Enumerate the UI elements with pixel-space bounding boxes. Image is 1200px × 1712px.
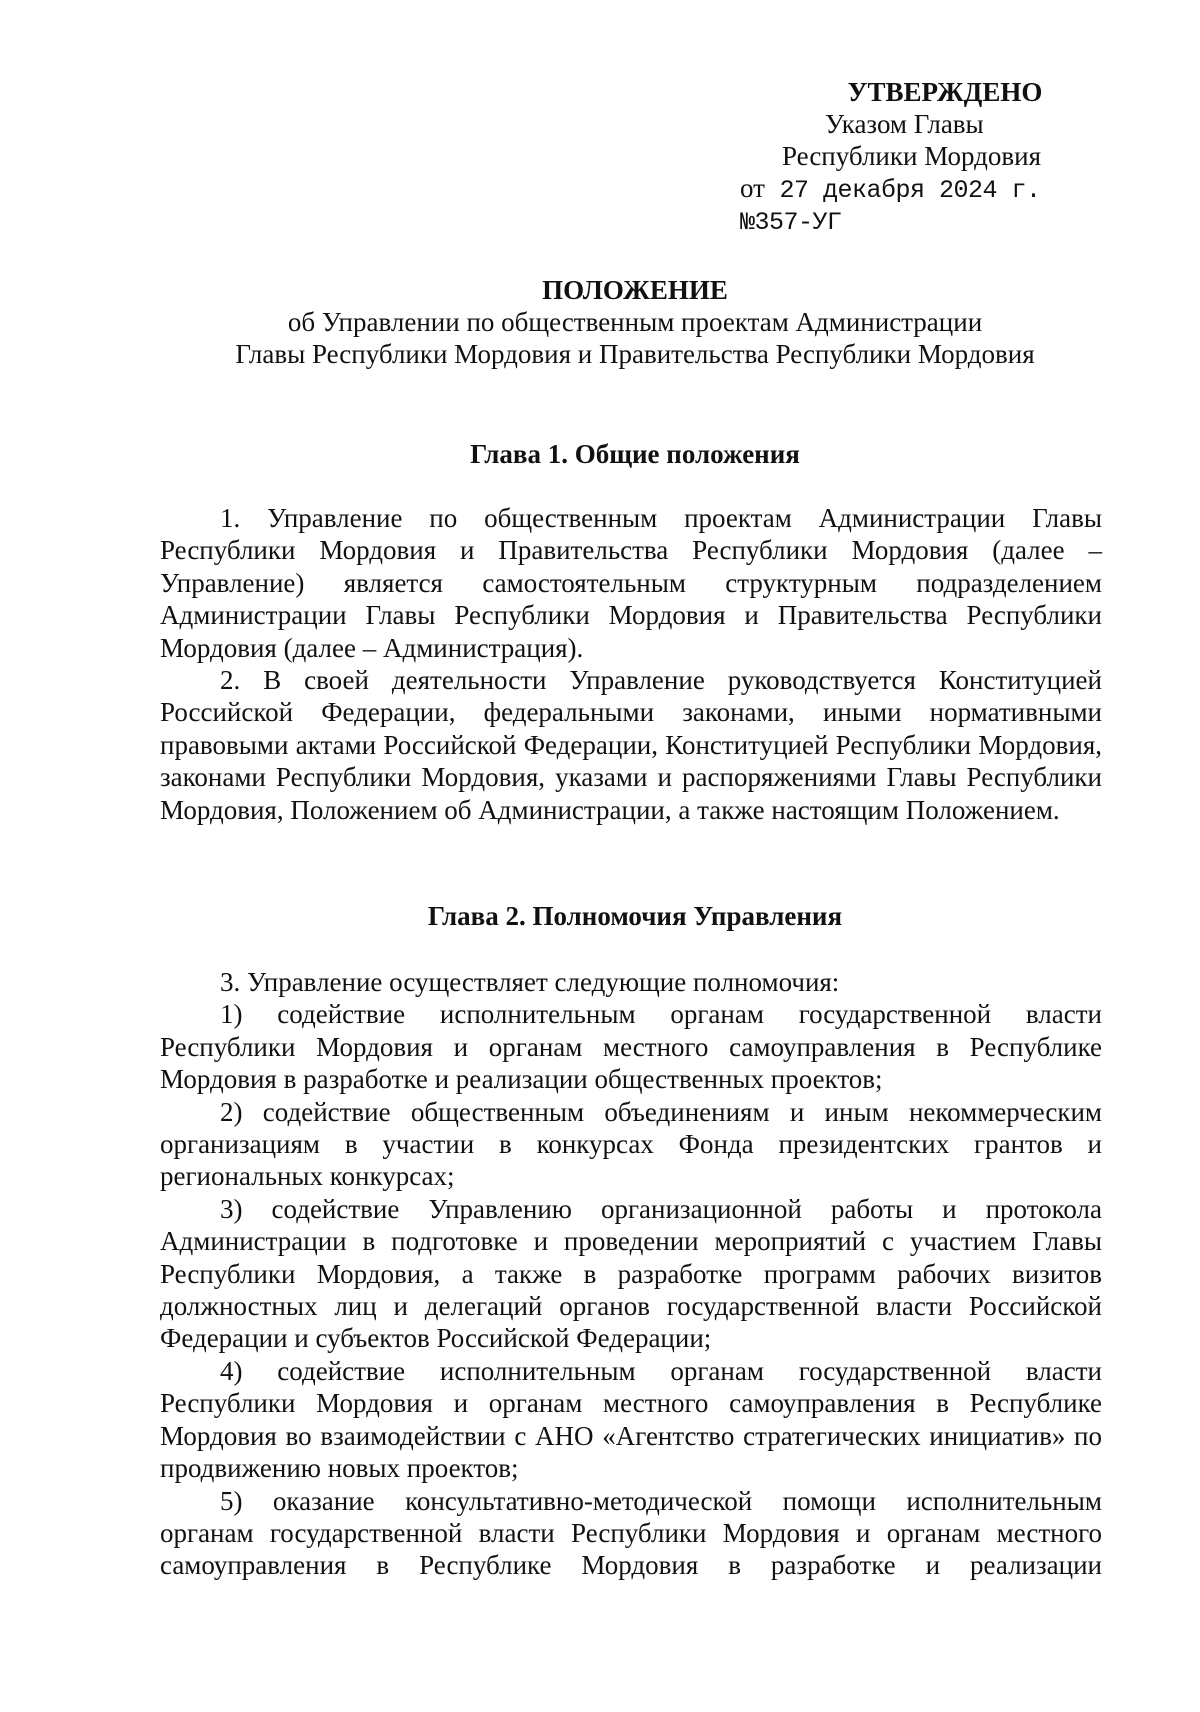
list-item-2: 2) содействие общественным объединениям и иным некоммерческим организациям в участии в конкурсах Фонда президентских грантов и региональных конкурсах; xyxy=(160,1096,1102,1192)
chapter-1-body xyxy=(160,502,1102,826)
approval-date-prefix: от xyxy=(740,173,765,203)
chapter-2-body xyxy=(160,966,1102,1582)
approval-stamp-block xyxy=(700,76,1120,239)
document-title: ПОЛОЖЕНИЕ xyxy=(542,275,728,305)
chapter-1-heading: Глава 1. Общие положения xyxy=(470,439,800,469)
list-item-5: 5) оказание консультативно-методической помощи исполнительным органам государственной власти Республики Мордовия и органам местного самоуправления в Республике Мордовия в разработке и реализации xyxy=(160,1485,1102,1581)
document-title-block xyxy=(150,274,1120,370)
list-item-3: 3) содействие Управлению организационной работы и протокола Администрации в подготовке и проведении мероприятий с участием Главы Республики Мордовия, а также в разработке программ рабочих визитов должностных лиц и делегаций органов государственной власти Российской Федерации и субъектов Российской Федерации; xyxy=(160,1193,1102,1354)
paragraph-3: 3. Управление осуществляет следующие полномочия: xyxy=(220,967,840,997)
paragraph-2: 2. В своей деятельности Управление руководствуется Конституцией Российской Федерации, федеральными законами, иными нормативными правовыми актами Российской Федерации, Конституцией Республики Мордовия, законами Республики Мордовия, указами и распоряжениями Главы Республики Мордовия, Положением об Администрации, а также настоящим Положением. xyxy=(160,665,1102,825)
approval-date-value: 27 декабря 2024 г. №357-УГ xyxy=(740,176,1041,237)
approval-date-line xyxy=(700,172,1120,239)
paragraph-1: 1. Управление по общественным проектам Администрации Главы Республики Мордовия и Правительства Республики Мордовия (далее – Управление) является самостоятельным структурным подразделением Администрации Главы Республики Мордовия и Правительства Республики Мордовия (далее – Администрация). xyxy=(160,503,1102,663)
approval-decree-line: Указом Главы xyxy=(825,109,984,139)
document-subtitle-line-2: Главы Республики Мордовия и Правительства Республики Мордовия xyxy=(235,339,1035,369)
list-item-1: 1) содействие исполнительным органам государственной власти Республики Мордовия и органам местного самоуправления в Республике Мордовия в разработке и реализации общественных проектов; xyxy=(160,999,1102,1095)
approval-heading: УТВЕРЖДЕНО xyxy=(847,77,1043,107)
list-item-4: 4) содействие исполнительным органам государственной власти Республики Мордовия и органам местного самоуправления в Республике Мордовия во взаимодействии с АНО «Агентство стратегических инициатив» по продвижению новых проектов; xyxy=(160,1355,1102,1484)
document-subtitle-line-1: об Управлении по общественным проектам Администрации xyxy=(287,307,983,337)
approval-republic-line: Республики Мордовия xyxy=(782,141,1042,171)
chapter-2-heading: Глава 2. Полномочия Управления xyxy=(427,901,843,931)
